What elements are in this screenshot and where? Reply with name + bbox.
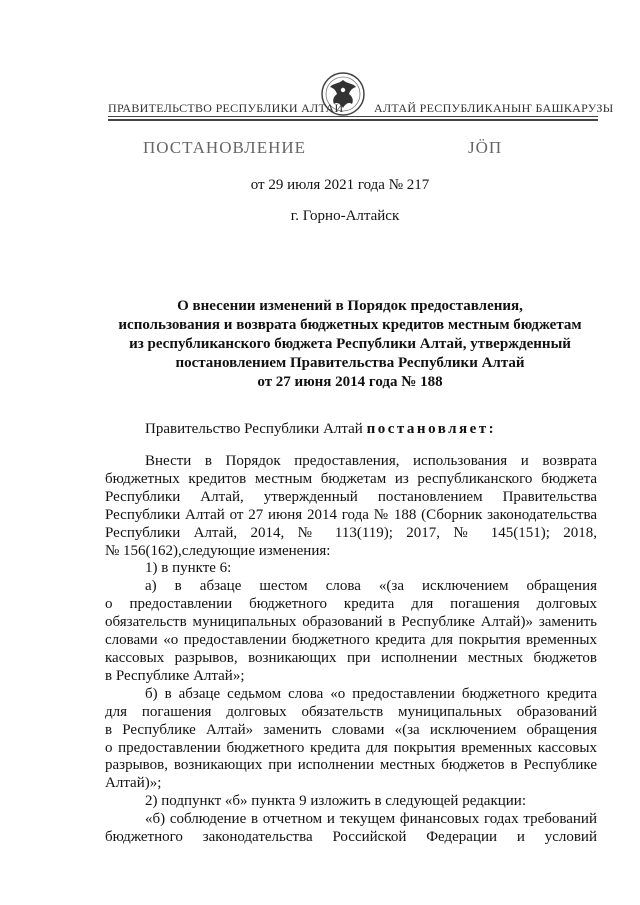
body-line: в Республике Алтай»; — [105, 667, 245, 684]
body-line: 2) подпункт «б» пункта 9 изложить в следующей редакции: — [145, 793, 526, 810]
body-line: бюджетных кредитов местным бюджетам из республиканского бюджета — [105, 470, 597, 487]
title-line: из республиканского бюджета Республики Алтай, утвержденный — [129, 336, 571, 352]
body-line: а) в абзаце шестом слова «(за исключением обращения — [145, 578, 597, 595]
document-title — [100, 297, 600, 392]
city-line: г. Горно-Алтайск — [290, 208, 400, 224]
header-right-title: АЛТАЙ РЕСПУБЛИКАНЫҤ БАШКАРУЗЫ — [374, 101, 614, 115]
preamble-text: Правительство Республики Алтай — [145, 421, 367, 437]
preamble — [145, 421, 496, 438]
title-line: постановлением Правительства Республики Алтай — [175, 355, 525, 371]
body-line: бюджетного законодательства Российской Федерации и условий — [105, 829, 597, 846]
body-line: 1) в пункте 6: — [145, 560, 232, 577]
body-line: в Республике Алтай» заменить словами «(за исключением обращения — [105, 721, 597, 738]
body-line: кассовых разрывов, возникающих при исполнении местных бюджетов — [105, 649, 597, 666]
date-line: от 29 июля 2021 года № 217 — [250, 177, 430, 193]
body-line: Республики Алтай от 27 июня 2014 года № 188 (Сборник законодательства — [105, 506, 597, 523]
body-line: «б) соблюдение в отчетном и текущем финансовых годах требований — [145, 811, 597, 828]
title-line: от 27 июня 2014 года № 188 — [257, 374, 443, 390]
body-line: № 156(162),следующие изменения: — [105, 542, 331, 559]
body-line: разрывов, возникающих при исполнении местных бюджетов в Республике — [105, 757, 597, 774]
body-line: б) в абзаце седьмом слова «о предоставлении бюджетного кредита — [145, 685, 597, 702]
body-line: Республики Алтай, утвержденный постановлением Правительства — [105, 488, 597, 505]
title-line: использования и возврата бюджетных кредитов местным бюджетам — [118, 317, 582, 333]
body-line: Республики Алтай, 2014, № 113(119); 2017, № 145(151); 2018, — [105, 524, 597, 541]
preamble-emphasis: постановляет: — [366, 421, 497, 437]
doc-type-right: JÖП — [468, 138, 503, 157]
body-line: для погашения долговых обязательств муниципальных образований — [105, 703, 597, 720]
body-line: Внести в Порядок предоставления, использования и возврата — [145, 453, 597, 469]
doc-type-left: ПОСТАНОВЛЕНИЕ — [143, 138, 307, 157]
title-line: О внесении изменений в Порядок предоставления, — [177, 298, 523, 314]
document-body — [105, 453, 597, 847]
body-line: Алтай)»; — [105, 775, 162, 792]
header-divider-thick — [108, 119, 598, 121]
body-line: обязательств муниципальных образований в Республике Алтай)» заменить — [105, 614, 597, 631]
body-line: о предоставлении бюджетного кредита для покрытия временных кассовых — [105, 739, 597, 756]
body-line: о предоставлении бюджетного кредита для погашения долговых — [105, 596, 597, 613]
header-left-title: ПРАВИТЕЛЬСТВО РЕСПУБЛИКИ АЛТАЙ — [108, 101, 344, 115]
header-divider — [108, 116, 598, 117]
body-line: словами «о предоставлении бюджетного кредита для покрытия временных — [105, 632, 597, 649]
